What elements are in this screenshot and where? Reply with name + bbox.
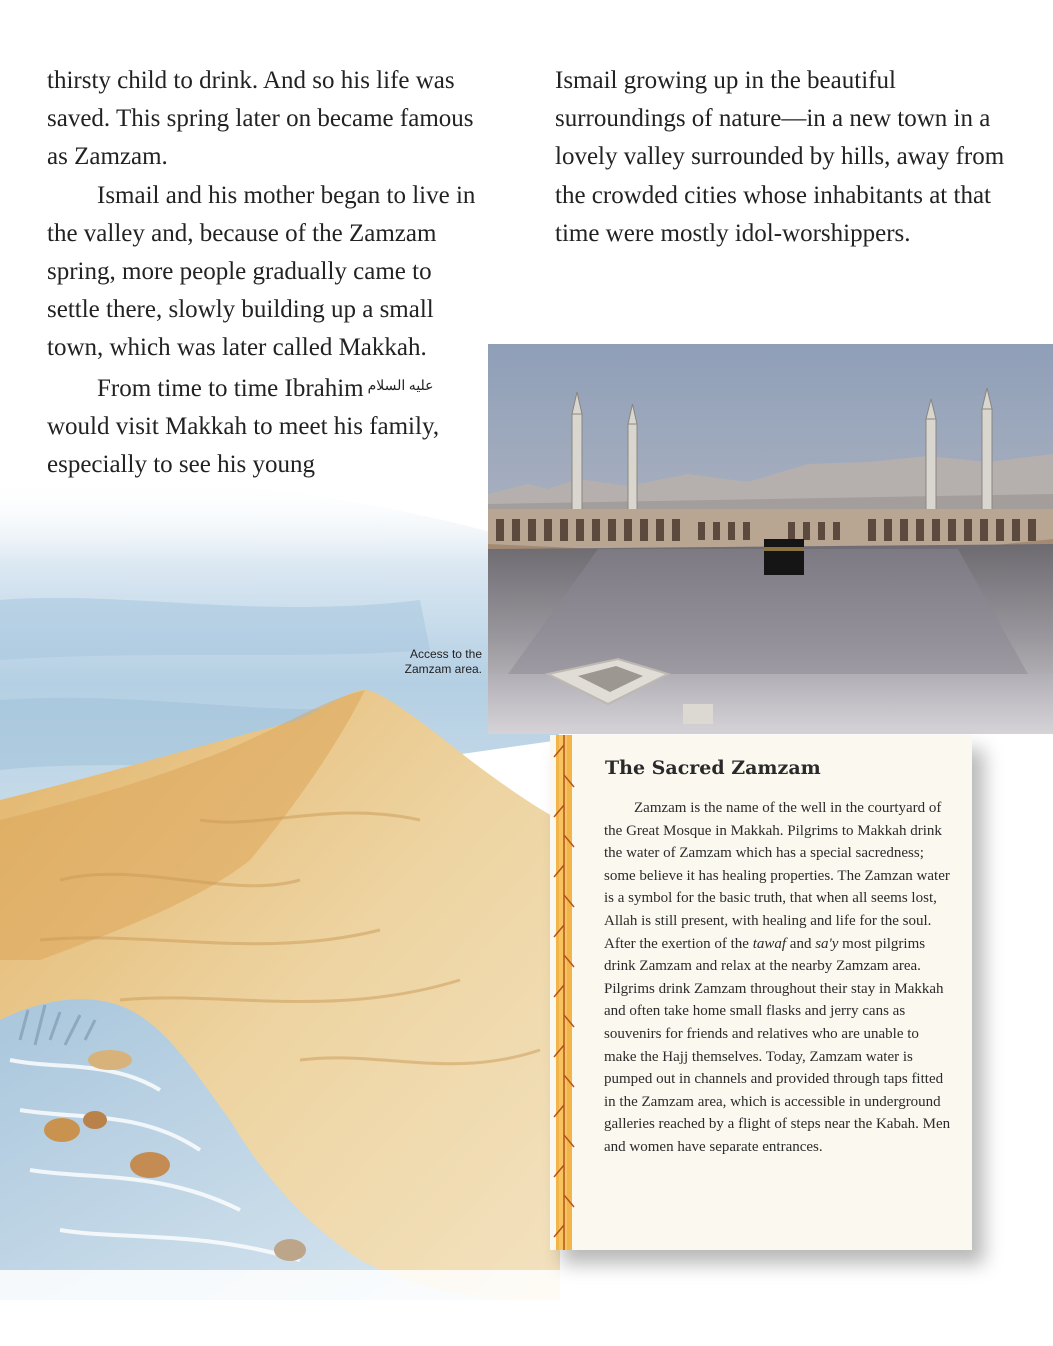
sidebar-title: The Sacred Zamzam (605, 757, 821, 779)
mosque-photo (488, 344, 1053, 734)
photo-caption: Access to the Zamzam area. (404, 647, 482, 676)
sidebar-body (604, 797, 954, 1159)
sidebar-box (550, 735, 972, 1250)
left-paragraph-2: Ismail and his mother began to live in the valley and, because of the Zamzam spring, more people gradually came to settle there, slowly building up a small town, which was later called Makkah. (47, 181, 476, 362)
sidebar-body-part-2: most pilgrims drink Zamzam and relax at the nearby Zamzam area. Pilgrims drink Zamzam throughout their stay in Makkah and often take home small flasks and jerry cans as souvenirs for friends and relatives who are unable to make the Hajj themselves. Today, Zamzam water is pumped out in channels and provided through taps fitted in the Zamzam area, which is accessible in underground galleries reached by a flight of steps near the Kabah. Men and women have separate entrances. (604, 935, 951, 1155)
right-text-column (555, 62, 1015, 253)
honorific-glyph: عليه السلام (367, 378, 434, 394)
left-paragraph-3 (47, 368, 487, 485)
sidebar-body-part-1: Zamzam is the name of the well in the courtyard of the Great Mosque in Makkah. Pilgrims to Makkah drink the water of Zamzam which has a special sacredness; some believe it has healing properties. The Zamzan water is a symbol for the basic truth, that when all seems lost, Allah is still present, with healing and life for the soul. After the exertion of the (604, 800, 950, 952)
term-tawaf: tawaf (752, 935, 787, 952)
left-paragraph-3-end: would visit Makkah to meet his family, especially to see his young (47, 412, 440, 479)
right-paragraph-1: Ismail growing up in the beautiful surroundings of nature—in a new town in a lovely valley surrounded by hills, away from the crowded cities whose inhabitants at that time were mostly idol-worshippers. (555, 67, 1005, 247)
term-say: sa'y (815, 935, 839, 952)
and-word: and (789, 935, 812, 952)
sidebar-paragraph (604, 797, 954, 1159)
left-text-column (47, 62, 487, 484)
decorative-border (550, 735, 584, 1250)
left-paragraph-3-start: From time to time Ibrahim (97, 374, 364, 402)
left-paragraph-1: thirsty child to drink. And so his life was saved. This spring later on became famous as Zamzam. (47, 67, 474, 171)
